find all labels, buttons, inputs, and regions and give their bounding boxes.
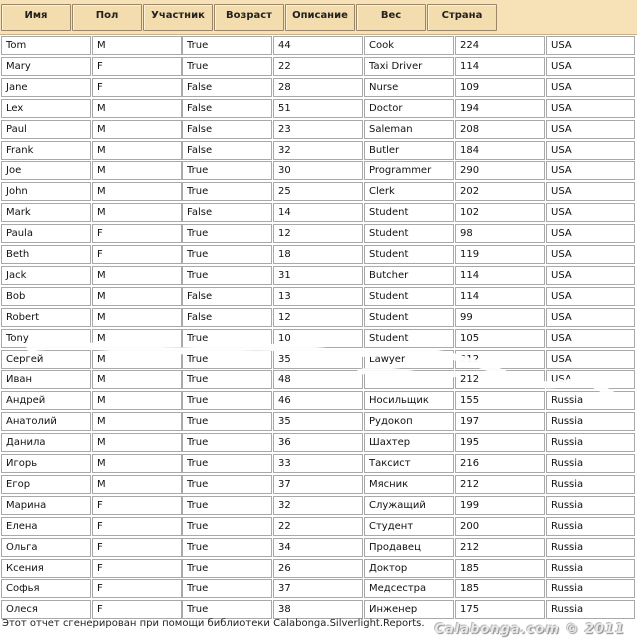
cell-name: Beth (1, 245, 91, 264)
cell-gender: M (92, 266, 182, 285)
table-row (0, 224, 637, 245)
cell-age: 13 (273, 287, 363, 306)
cell-weight: 114 (455, 287, 545, 306)
cell-country: USA (546, 370, 635, 389)
cell-name: Елена (1, 517, 91, 536)
cell-name: Paula (1, 224, 91, 243)
table-row (0, 57, 637, 78)
cell-gender: M (92, 433, 182, 452)
cell-description: Butcher (364, 266, 454, 285)
report-footer-text: Этот отчет сгенерирован при помощи библиотеки Calabonga.Silverlight.Reports. (2, 618, 425, 629)
cell-age: 35 (273, 412, 363, 431)
cell-description: Таксист (364, 454, 454, 473)
cell-description: Clerk (364, 182, 454, 201)
cell-weight: 102 (455, 203, 545, 222)
cell-member: True (182, 600, 272, 619)
cell-member: True (182, 350, 272, 369)
cell-weight: 105 (455, 329, 545, 348)
cell-age: 31 (273, 266, 363, 285)
cell-member: False (182, 287, 272, 306)
table-row (0, 99, 637, 120)
cell-name: Марина (1, 496, 91, 515)
cell-name: Анатолий (1, 412, 91, 431)
cell-member: True (182, 224, 272, 243)
cell-gender: M (92, 308, 182, 327)
cell-name: Mark (1, 203, 91, 222)
cell-gender: F (92, 496, 182, 515)
cell-member: True (182, 266, 272, 285)
cell-description: Student (364, 329, 454, 348)
cell-description: Student (364, 308, 454, 327)
cell-country: Russia (546, 391, 635, 410)
cell-gender: F (92, 538, 182, 557)
report-header (0, 0, 637, 35)
cell-country: Russia (546, 454, 635, 473)
cell-age: 32 (273, 141, 363, 160)
cell-weight: 202 (455, 182, 545, 201)
cell-weight: 290 (455, 161, 545, 180)
cell-name: Jack (1, 266, 91, 285)
cell-weight: 212 (455, 370, 545, 389)
cell-weight: 98 (455, 224, 545, 243)
cell-gender: F (92, 57, 182, 76)
cell-description: Служащий (364, 496, 454, 515)
cell-gender: M (92, 329, 182, 348)
cell-description: Nurse (364, 78, 454, 97)
cell-age: 32 (273, 496, 363, 515)
column-header-gender[interactable]: Пол (72, 4, 142, 31)
cell-age: 48 (273, 370, 363, 389)
cell-description: Доктор (364, 559, 454, 578)
cell-age: 22 (273, 57, 363, 76)
cell-country: USA (546, 99, 635, 118)
cell-country: USA (546, 329, 635, 348)
cell-name: John (1, 182, 91, 201)
cell-country: USA (546, 36, 635, 55)
cell-gender: F (92, 600, 182, 619)
cell-weight: 212 (455, 475, 545, 494)
cell-weight: 155 (455, 391, 545, 410)
cell-country: Russia (546, 538, 635, 557)
cell-description: Мясник (364, 475, 454, 494)
cell-description: Студент (364, 517, 454, 536)
cell-name: Robert (1, 308, 91, 327)
table-row (0, 141, 637, 162)
cell-gender: F (92, 559, 182, 578)
cell-weight: 200 (455, 517, 545, 536)
cell-weight: 195 (455, 433, 545, 452)
cell-member: False (182, 99, 272, 118)
table-row (0, 370, 637, 391)
cell-country: USA (546, 308, 635, 327)
table-row (0, 287, 637, 308)
cell-age: 46 (273, 391, 363, 410)
cell-description: Носильщик (364, 391, 454, 410)
cell-gender: M (92, 120, 182, 139)
cell-gender: M (92, 36, 182, 55)
cell-weight: 216 (455, 454, 545, 473)
table-row (0, 245, 637, 266)
cell-description: Programmer (364, 161, 454, 180)
cell-weight: 99 (455, 308, 545, 327)
cell-gender: F (92, 517, 182, 536)
table-row (0, 308, 637, 329)
cell-country: USA (546, 287, 635, 306)
table-row (0, 182, 637, 203)
cell-member: True (182, 433, 272, 452)
cell-member: True (182, 161, 272, 180)
cell-name: Joe (1, 161, 91, 180)
table-row (0, 496, 637, 517)
cell-country: USA (546, 224, 635, 243)
table-row (0, 266, 637, 287)
cell-gender: M (92, 412, 182, 431)
table-row (0, 161, 637, 182)
cell-age: 44 (273, 36, 363, 55)
cell-country: Russia (546, 517, 635, 536)
cell-name: Tom (1, 36, 91, 55)
cell-age: 18 (273, 245, 363, 264)
cell-member: False (182, 120, 272, 139)
cell-gender: F (92, 245, 182, 264)
cell-age: 28 (273, 78, 363, 97)
cell-weight: 199 (455, 496, 545, 515)
cell-country: USA (546, 78, 635, 97)
cell-age: 37 (273, 579, 363, 598)
table-row (0, 391, 637, 412)
cell-country: USA (546, 57, 635, 76)
cell-gender: M (92, 350, 182, 369)
cell-gender: M (92, 182, 182, 201)
column-header-name[interactable]: Имя (1, 4, 71, 31)
cell-gender: M (92, 391, 182, 410)
cell-member: True (182, 329, 272, 348)
cell-name: Mary (1, 57, 91, 76)
cell-member: True (182, 454, 272, 473)
table-row (0, 36, 637, 57)
cell-age: 14 (273, 203, 363, 222)
cell-member: True (182, 559, 272, 578)
cell-weight: 212 (455, 350, 545, 369)
cell-name: Игорь (1, 454, 91, 473)
cell-weight: 185 (455, 559, 545, 578)
table-row (0, 203, 637, 224)
cell-description: Шахтер (364, 433, 454, 452)
cell-weight: 175 (455, 600, 545, 619)
column-header-description[interactable]: Описание (285, 4, 355, 31)
cell-country: USA (546, 120, 635, 139)
cell-member: True (182, 496, 272, 515)
cell-weight: 109 (455, 78, 545, 97)
cell-name: Иван (1, 370, 91, 389)
cell-member: False (182, 141, 272, 160)
cell-age: 10 (273, 329, 363, 348)
column-header-country[interactable]: Страна (427, 4, 497, 31)
cell-weight: 197 (455, 412, 545, 431)
cell-country: USA (546, 350, 635, 369)
cell-description (364, 370, 454, 389)
cell-name: Bob (1, 287, 91, 306)
cell-description: Lawyer (364, 350, 454, 369)
table-row (0, 412, 637, 433)
cell-age: 37 (273, 475, 363, 494)
cell-gender: M (92, 475, 182, 494)
cell-description: Student (364, 203, 454, 222)
cell-weight: 208 (455, 120, 545, 139)
cell-name: Софья (1, 579, 91, 598)
table-row (0, 517, 637, 538)
cell-description: Медсестра (364, 579, 454, 598)
cell-member: True (182, 517, 272, 536)
cell-age: 12 (273, 308, 363, 327)
cell-name: Ксения (1, 559, 91, 578)
cell-member: False (182, 203, 272, 222)
table-row (0, 475, 637, 496)
cell-age: 33 (273, 454, 363, 473)
cell-description: Рудокоп (364, 412, 454, 431)
column-header-weight[interactable]: Вес (356, 4, 426, 31)
cell-weight: 224 (455, 36, 545, 55)
cell-country: Russia (546, 496, 635, 515)
cell-country: USA (546, 245, 635, 264)
cell-description: Student (364, 287, 454, 306)
cell-member: False (182, 78, 272, 97)
cell-gender: M (92, 370, 182, 389)
cell-age: 22 (273, 517, 363, 536)
cell-weight: 212 (455, 538, 545, 557)
cell-gender: M (92, 454, 182, 473)
table-row (0, 579, 637, 600)
cell-country: Russia (546, 600, 635, 619)
cell-member: True (182, 245, 272, 264)
cell-weight: 119 (455, 245, 545, 264)
cell-name: Frank (1, 141, 91, 160)
cell-description: Saleman (364, 120, 454, 139)
cell-age: 12 (273, 224, 363, 243)
cell-description: Продавец (364, 538, 454, 557)
cell-age: 51 (273, 99, 363, 118)
cell-age: 35 (273, 350, 363, 369)
cell-member: True (182, 475, 272, 494)
cell-age: 30 (273, 161, 363, 180)
cell-weight: 184 (455, 141, 545, 160)
cell-gender: M (92, 203, 182, 222)
cell-description: Taxi Driver (364, 57, 454, 76)
table-row (0, 433, 637, 454)
cell-age: 38 (273, 600, 363, 619)
cell-member: True (182, 57, 272, 76)
cell-gender: M (92, 161, 182, 180)
cell-gender: M (92, 287, 182, 306)
cell-age: 23 (273, 120, 363, 139)
cell-description: Butler (364, 141, 454, 160)
cell-country: Russia (546, 559, 635, 578)
column-header-member[interactable]: Участник (143, 4, 213, 31)
cell-name: Paul (1, 120, 91, 139)
cell-weight: 185 (455, 579, 545, 598)
cell-weight: 114 (455, 266, 545, 285)
cell-weight: 194 (455, 99, 545, 118)
cell-gender: F (92, 78, 182, 97)
cell-gender: F (92, 579, 182, 598)
cell-age: 26 (273, 559, 363, 578)
cell-country: USA (546, 141, 635, 160)
cell-description: Student (364, 224, 454, 243)
cell-description: Student (364, 245, 454, 264)
cell-name: Tony (1, 329, 91, 348)
cell-member: False (182, 308, 272, 327)
cell-name: Данила (1, 433, 91, 452)
cell-member: True (182, 36, 272, 55)
cell-description: Инженер (364, 600, 454, 619)
cell-age: 36 (273, 433, 363, 452)
cell-country: Russia (546, 433, 635, 452)
cell-member: True (182, 579, 272, 598)
table-row (0, 350, 637, 371)
cell-name: Lex (1, 99, 91, 118)
cell-country: Russia (546, 475, 635, 494)
cell-member: True (182, 391, 272, 410)
cell-gender: M (92, 99, 182, 118)
cell-name: Ольга (1, 538, 91, 557)
table-row (0, 78, 637, 99)
table-row (0, 538, 637, 559)
cell-member: True (182, 412, 272, 431)
table-row (0, 329, 637, 350)
table-row (0, 559, 637, 580)
cell-country: USA (546, 203, 635, 222)
cell-country: Russia (546, 412, 635, 431)
cell-country: USA (546, 161, 635, 180)
cell-description: Cook (364, 36, 454, 55)
cell-description: Doctor (364, 99, 454, 118)
cell-name: Егор (1, 475, 91, 494)
cell-country: USA (546, 266, 635, 285)
cell-country: Russia (546, 579, 635, 598)
watermark-logo: Calabonga.com © 2011 (434, 622, 625, 637)
cell-country: USA (546, 182, 635, 201)
column-header-age[interactable]: Возраст (214, 4, 284, 31)
cell-age: 25 (273, 182, 363, 201)
cell-gender: M (92, 141, 182, 160)
cell-gender: F (92, 224, 182, 243)
table-row (0, 454, 637, 475)
cell-member: True (182, 370, 272, 389)
cell-age: 34 (273, 538, 363, 557)
cell-name: Сергей (1, 350, 91, 369)
table-row (0, 120, 637, 141)
cell-weight: 114 (455, 57, 545, 76)
cell-member: True (182, 538, 272, 557)
cell-name: Андрей (1, 391, 91, 410)
cell-member: True (182, 182, 272, 201)
cell-name: Jane (1, 78, 91, 97)
cell-name: Олеся (1, 600, 91, 619)
